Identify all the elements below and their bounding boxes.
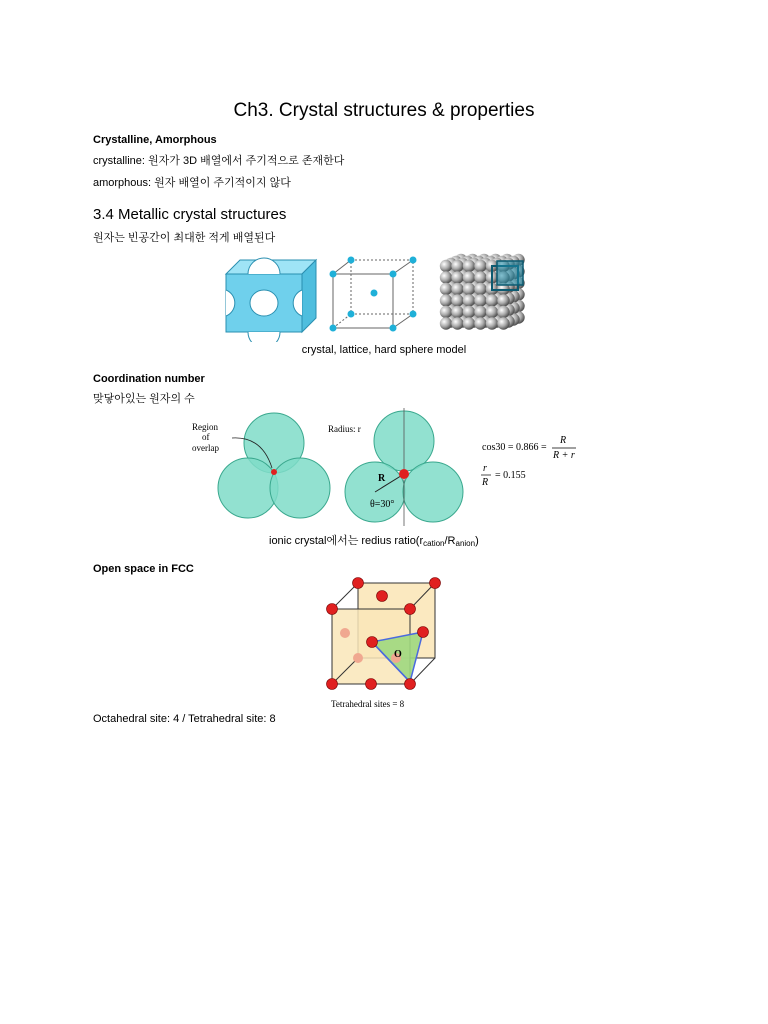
label-of: of — [202, 432, 210, 442]
caption-text: ionic crystal에서는 redius ratio(r — [269, 535, 424, 547]
page-title: Ch3. Crystal structures & properties — [233, 100, 535, 121]
crystal-lattice-figure — [218, 252, 548, 342]
overlap-circles — [218, 413, 330, 518]
figure1-caption: crystal, lattice, hard sphere model — [301, 344, 467, 356]
figure2-caption — [269, 532, 479, 548]
amorphous-definition: amorphous: 원자 배열이 주기적이지 않다 — [93, 177, 291, 189]
sphere — [474, 294, 486, 306]
cos-equation: cos30 = 0.866 = — [482, 442, 547, 453]
sphere — [451, 306, 463, 318]
metallic-description: 원자는 빈공간이 최대한 적게 배열된다 — [93, 232, 276, 244]
sphere — [451, 317, 463, 329]
sphere — [497, 306, 509, 318]
coordination-description: 맞닿아있는 원자의 수 — [93, 393, 195, 405]
frac2-denominator: R — [482, 477, 489, 488]
label-overlap: overlap — [192, 443, 219, 453]
sphere — [463, 283, 475, 295]
ratio-value: = 0.155 — [495, 470, 526, 481]
unit-cell-model — [226, 258, 316, 342]
sphere — [463, 260, 475, 272]
sphere — [474, 317, 486, 329]
site-count-summary: Octahedral site: 4 / Tetrahedral site: 8 — [93, 713, 276, 725]
label-R: R — [378, 473, 386, 484]
sphere — [451, 260, 463, 272]
sphere — [440, 271, 452, 283]
sphere — [463, 271, 475, 283]
frac1-denominator: R + r — [553, 450, 575, 461]
sphere — [440, 317, 452, 329]
sphere — [440, 306, 452, 318]
sphere — [440, 283, 452, 295]
heading-crystalline-amorphous: Crystalline, Amorphous — [93, 134, 217, 146]
sphere — [497, 317, 509, 329]
coordination-figure — [192, 408, 578, 528]
sphere — [463, 317, 475, 329]
subscript-cation: cation — [423, 539, 445, 548]
sphere — [463, 294, 475, 306]
label-radius: Radius: r — [328, 424, 361, 434]
sphere — [486, 294, 498, 306]
sphere — [497, 294, 509, 306]
sphere — [474, 283, 486, 295]
sphere — [451, 271, 463, 283]
sphere — [463, 306, 475, 318]
sphere — [486, 317, 498, 329]
sphere — [474, 260, 486, 272]
sphere — [451, 283, 463, 295]
heading-open-space-fcc: Open space in FCC — [93, 563, 194, 575]
sphere — [440, 260, 452, 272]
fcc-figure — [320, 576, 448, 710]
caption-end: ) — [475, 535, 479, 547]
frac1-numerator: R — [560, 435, 567, 446]
highlighted-cell — [492, 261, 523, 290]
heading-coordination-number: Coordination number — [93, 373, 205, 385]
sphere — [486, 306, 498, 318]
cation-sphere — [399, 469, 409, 479]
sphere — [440, 294, 452, 306]
crystalline-definition: crystalline: 원자가 3D 배열에서 주기적으로 존재한다 — [93, 155, 345, 167]
label-region: Region — [192, 422, 218, 432]
label-theta: θ=30° — [370, 499, 395, 510]
sphere — [474, 306, 486, 318]
sphere — [474, 271, 486, 283]
frac2-numerator: r — [483, 463, 487, 474]
tetrahedral-site-marker: O — [394, 649, 402, 660]
caption-mid: /R — [444, 535, 456, 547]
fcc-figure-caption: Tetrahedral sites = 8 — [331, 699, 405, 709]
overlap-point — [271, 469, 277, 475]
subscript-anion: anion — [455, 539, 476, 548]
heading-metallic-structures: 3.4 Metallic crystal structures — [93, 206, 287, 223]
sphere — [451, 294, 463, 306]
